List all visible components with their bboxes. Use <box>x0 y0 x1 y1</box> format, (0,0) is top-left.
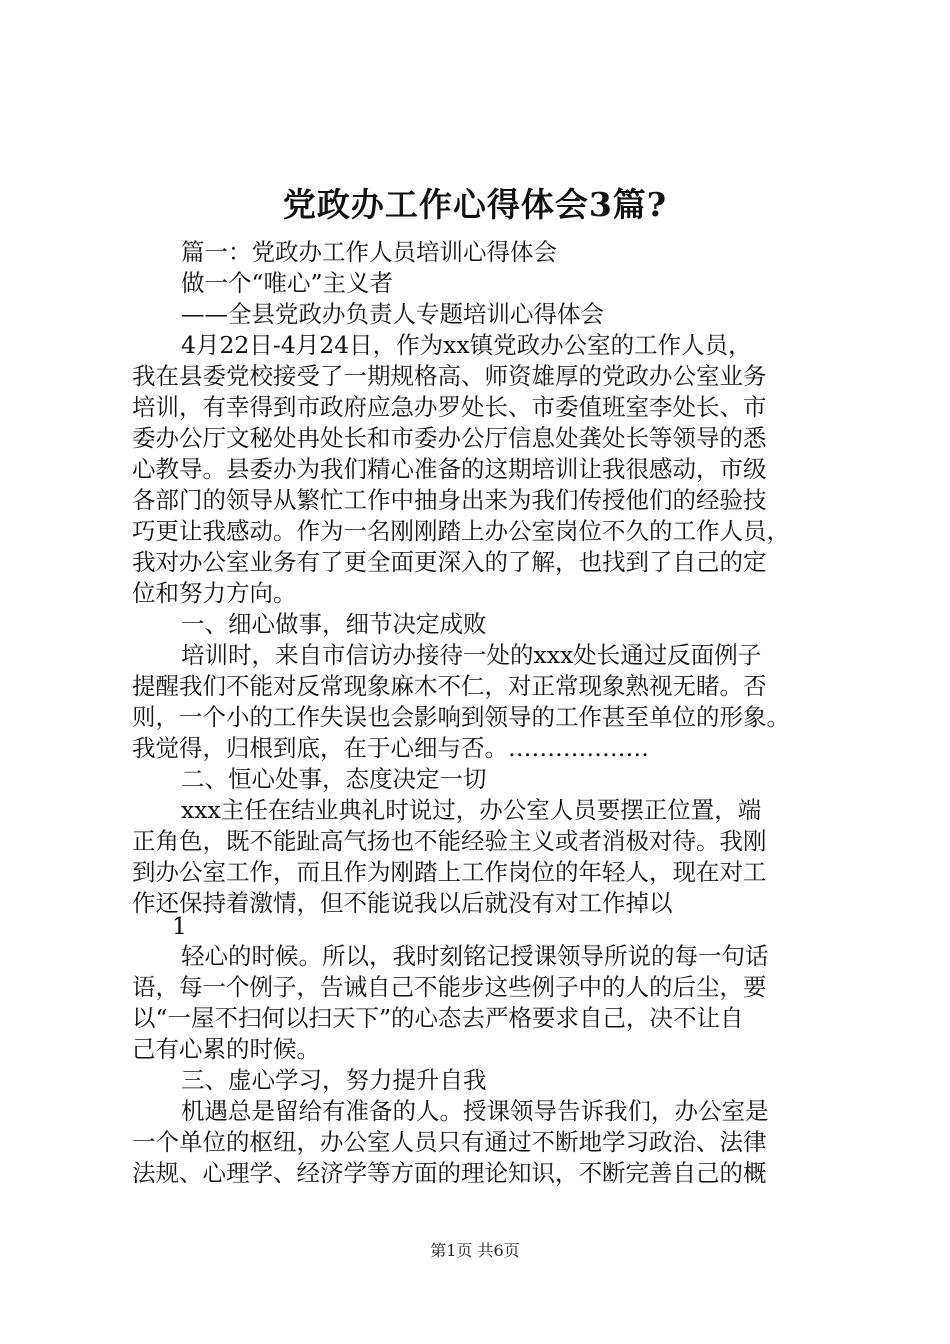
paragraph-line: 语，每一个例子，告诫自己不能步这些例子中的人的后尘，要 <box>132 973 767 1001</box>
section-heading: 二、恒心处事，态度决定一切 <box>181 765 487 793</box>
paragraph-line: 己有心累的时候。 <box>132 1035 320 1063</box>
inline-page-number: 1 <box>172 912 187 940</box>
paragraph-line: 法规、心理学、经济学等方面的理论知识，不断完善自己的概 <box>132 1159 767 1187</box>
subtitle-theme: 做一个“唯心”主义者 <box>181 269 394 297</box>
document-title: 党政办工作心得体会3篇? <box>282 185 668 224</box>
paragraph-line: 则，一个小的工作失误也会影响到领导的工作甚至单位的形象。 <box>132 703 790 731</box>
paragraph-line: 以“一屋不扫何以扫天下”的心态去严格要求自己，决不让自 <box>132 1004 744 1032</box>
paragraph-line: 到办公室工作，而且作为刚踏上工作岗位的年轻人，现在对工 <box>132 858 767 886</box>
paragraph-line: 一个单位的枢纽，办公室人员只有通过不断地学习政治、法律 <box>132 1128 767 1156</box>
paragraph-line: 4月22日-4月24日，作为xx镇党政办公室的工作人员， <box>181 331 752 359</box>
section-heading: 一、细心做事，细节决定成败 <box>181 610 487 638</box>
paragraph-line: 我在县委党校接受了一期规格高、师资雄厚的党政办公室业务 <box>132 362 767 390</box>
paragraph-line: 我觉得，归根到底，在于心细与否。……………… <box>132 734 649 762</box>
subtitle-part-one: 篇一：党政办工作人员培训心得体会 <box>181 238 557 266</box>
paragraph-line: 委办公厅文秘处冉处长和市委办公厅信息处龚处长等领导的悉 <box>132 424 767 452</box>
paragraph-line: 作还保持着激情，但不能说我以后就没有对工作掉以 <box>132 889 673 917</box>
paragraph-line: 巧更让我感动。作为一名刚刚踏上办公室岗位不久的工作人员， <box>132 517 790 545</box>
paragraph-line: 心教导。县委办为我们精心准备的这期培训让我很感动，市级 <box>132 455 767 483</box>
paragraph-line: 提醒我们不能对反常现象麻木不仁，对正常现象熟视无睹。否 <box>132 672 767 700</box>
paragraph-line: 培训，有幸得到市政府应急办罗处长、市委值班室李处长、市 <box>132 393 767 421</box>
paragraph-line: xxx主任在结业典礼时说过，办公室人员要摆正位置，端 <box>181 796 762 824</box>
paragraph-line: 正角色，既不能趾高气扬也不能经验主义或者消极对待。我刚 <box>132 827 767 855</box>
paragraph-line: 培训时，来自市信访办接待一处的xxx处长通过反面例子 <box>181 641 762 669</box>
paragraph-line: 机遇总是留给有准备的人。授课领导告诉我们，办公室是 <box>181 1097 769 1125</box>
paragraph-line: 轻心的时候。所以，我时刻铭记授课领导所说的每一句话 <box>181 942 769 970</box>
page-footer: 第1页 共6页 <box>430 1241 520 1260</box>
paragraph-line: 我对办公室业务有了更全面更深入的了解，也找到了自己的定 <box>132 548 767 576</box>
paragraph-line: 各部门的领导从繁忙工作中抽身出来为我们传授他们的经验技 <box>132 486 767 514</box>
subtitle-source: ——全县党政办负责人专题培训心得体会 <box>181 300 604 328</box>
section-heading: 三、虚心学习，努力提升自我 <box>181 1066 487 1094</box>
paragraph-line: 位和努力方向。 <box>132 579 297 607</box>
